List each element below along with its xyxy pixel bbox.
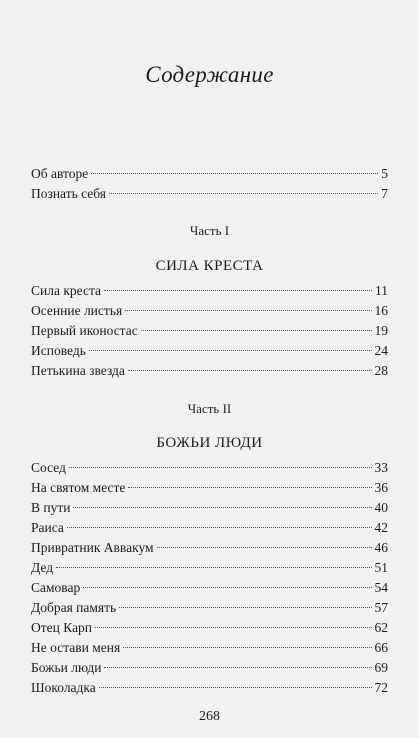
toc-entry-title: Раиса: [31, 520, 64, 535]
dot-leader: [157, 547, 372, 548]
toc-entry: [31, 660, 388, 679]
toc-entry-title: Осенние листья: [31, 303, 123, 318]
toc-entry-title: Сила креста: [31, 283, 102, 298]
toc-entry-title: Божьи люди: [31, 660, 102, 675]
toc-entry-title: Привратник Аввакум: [31, 540, 154, 555]
toc-entry-title: На святом месте: [31, 480, 126, 495]
toc-entry-page: 36: [374, 480, 388, 495]
toc-entry-page: 40: [374, 500, 388, 515]
toc-entry-page: 16: [374, 303, 388, 318]
part-name: БОЖЬИ ЛЮДИ: [156, 435, 263, 451]
toc-entry: [31, 343, 388, 362]
toc-entry-title: Познать себя: [31, 186, 107, 201]
dot-leader: [67, 527, 372, 528]
toc-entry: [31, 480, 388, 499]
dot-leader: [104, 290, 372, 291]
toc-entry-page: 7: [381, 186, 388, 201]
toc-entry-title: Сосед: [31, 460, 66, 475]
toc-entry-title: Добрая память: [31, 600, 117, 615]
dot-leader: [95, 627, 371, 628]
toc-entry-page: 57: [374, 600, 388, 615]
dot-leader: [141, 330, 372, 331]
toc-entry: [31, 323, 388, 342]
toc-entry-page: 51: [374, 560, 388, 575]
dot-leader: [69, 467, 372, 468]
dot-leader: [119, 607, 371, 608]
dot-leader: [73, 507, 371, 508]
dot-leader: [125, 310, 371, 311]
toc-entry-title: Не остави меня: [31, 640, 121, 655]
toc-entry: [31, 560, 388, 579]
toc-entry-page: 19: [374, 323, 388, 338]
toc-entry-title: Самовар: [31, 580, 81, 595]
part-label: Часть II: [187, 401, 232, 416]
toc-entry-title: Исповедь: [31, 343, 86, 358]
toc-entry-title: Петькина звезда: [31, 363, 125, 378]
dot-leader: [128, 487, 371, 488]
dot-leader: [91, 173, 378, 174]
toc-entry-title: Отец Карп: [31, 620, 93, 635]
toc-entry-page: 42: [374, 520, 388, 535]
toc-entry-page: 46: [374, 540, 388, 555]
toc-entry-page: 62: [374, 620, 388, 635]
dot-leader: [89, 350, 372, 351]
toc-entry-page: 66: [374, 640, 388, 655]
part-label: Часть I: [189, 223, 230, 238]
dot-leader: [56, 567, 371, 568]
dot-leader: [83, 587, 371, 588]
toc-entry-title: Об авторе: [31, 166, 89, 181]
toc-entry: [31, 540, 388, 559]
toc-entry-page: 72: [374, 680, 388, 695]
toc-entry-title: Шоколадка: [31, 680, 96, 695]
toc-entry-title: Дед: [31, 560, 54, 575]
toc-entry: [31, 500, 388, 519]
dot-leader: [128, 370, 372, 371]
toc-entry: [31, 600, 388, 619]
toc-entry-page: 28: [374, 363, 388, 378]
toc-entry: [31, 680, 388, 699]
toc-entry: [31, 580, 388, 599]
toc-entry-title: В пути: [31, 500, 71, 515]
toc-entry: [31, 620, 388, 639]
toc-entry-page: 11: [375, 283, 388, 298]
toc-entry-page: 69: [374, 660, 388, 675]
toc-entry: [31, 363, 388, 382]
page-number: 268: [199, 709, 220, 724]
toc-entry-page: 24: [374, 343, 388, 358]
toc-entry-page: 5: [381, 166, 388, 181]
toc-entry-page: 33: [374, 460, 388, 475]
toc-entry: [31, 166, 388, 185]
toc-entry: [31, 460, 388, 479]
dot-leader: [104, 667, 371, 668]
dot-leader: [99, 687, 372, 688]
page-title: Содержание: [145, 62, 274, 87]
toc-entry-title: Первый иконостас: [31, 323, 138, 338]
dot-leader: [109, 193, 378, 194]
toc-entry: [31, 520, 388, 539]
part-name: СИЛА КРЕСТА: [155, 258, 264, 274]
toc-entry: [31, 283, 388, 302]
toc-entry-page: 54: [374, 580, 388, 595]
toc-entry: [31, 186, 388, 205]
toc-entry: [31, 640, 388, 659]
toc-entry: [31, 303, 388, 322]
dot-leader: [123, 647, 371, 648]
